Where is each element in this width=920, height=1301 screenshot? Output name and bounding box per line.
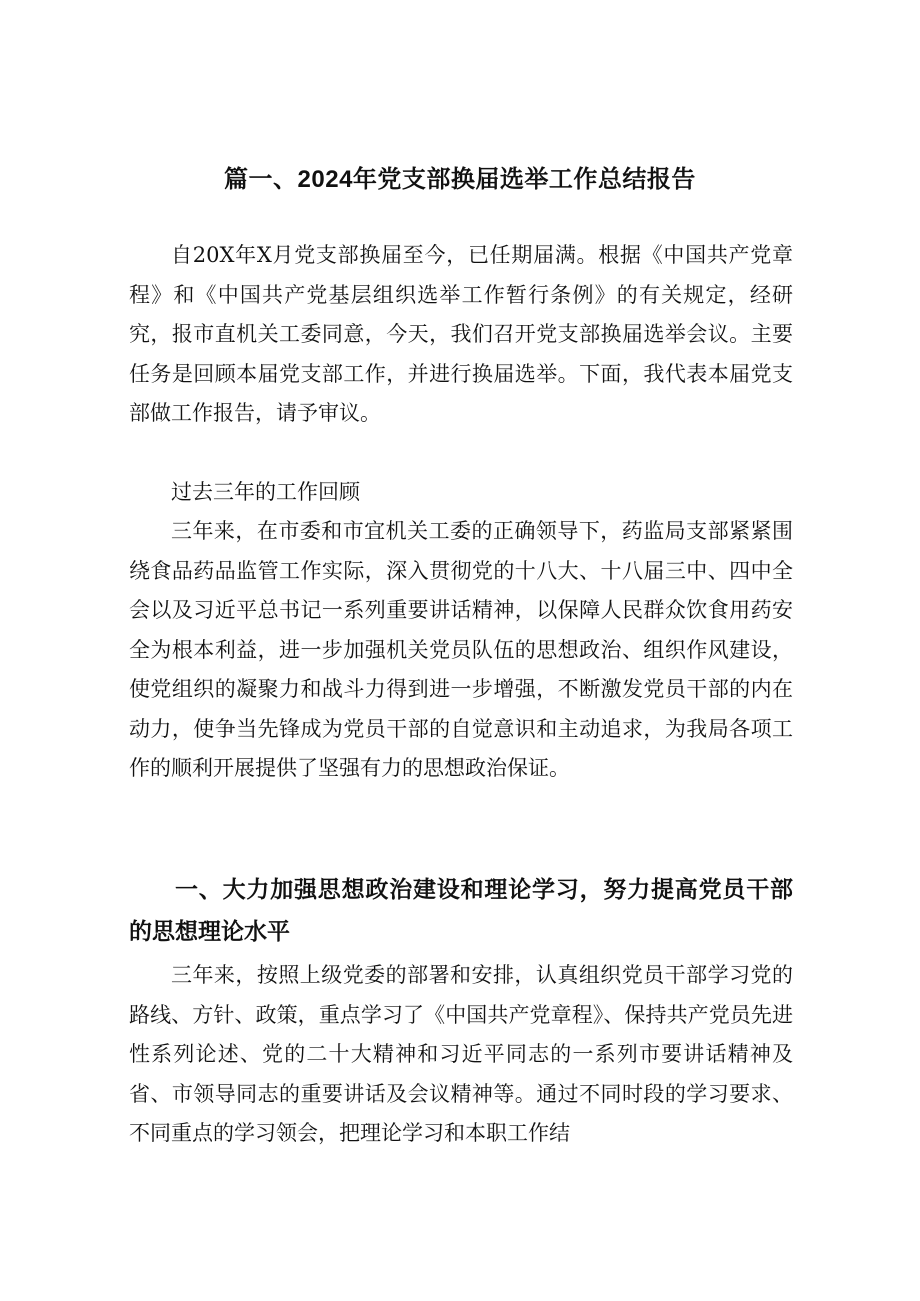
document-title: 篇一、2024年党支部换届选举工作总结报告 xyxy=(224,166,696,193)
review-subheading: 过去三年的工作回顾 xyxy=(171,480,360,504)
review-paragraph: 三年来，在市委和市宜机关工委的正确领导下，药监局支部紧紧围绕食品药品监管工作实际，深入贯彻党的十八大、十八届三中、四中全会以及习近平总书记一系列重要讲话精神，以保障人民群众饮食用药安全为根本利益，进一步加强机关党员队伍的思想政治、组织作风建设，使党组织的凝聚力和战斗力得到进一步增强，不断激发党员干部的内在动力，使争当先锋成为党员干部的自觉意识和主动追求，为我局各项工作的顺利开展提供了坚强有力的思想政治保证。 xyxy=(129,519,793,780)
section-one-paragraph: 三年来，按照上级党委的部署和安排，认真组织党员干部学习党的路线、方针、政策，重点学习了《中国共产党章程》、保持共产党员先进性系列论述、党的二十大精神和习近平同志的一系列市要讲话精神及省、市领导同志的重要讲话及会议精神等。通过不同时段的学习要求、不同重点的学习领会，把理论学习和本职工作结 xyxy=(129,963,793,1145)
intro-paragraph: 自20X年X月党支部换届至今，已任期届满。根据《中国共产党章程》和《中国共产党基层组织选举工作暂行条例》的有关规定，经研究，报市直机关工委同意，今天，我们召开党支部换届选举会议。主要任务是回顾本届党支部工作，并进行换届选举。下面，我代表本届党支部做工作报告，请予审议。 xyxy=(129,243,793,425)
section-one-heading: 一、大力加强思想政治建设和理论学习，努力提高党员干部的思想理论水平 xyxy=(129,876,793,944)
